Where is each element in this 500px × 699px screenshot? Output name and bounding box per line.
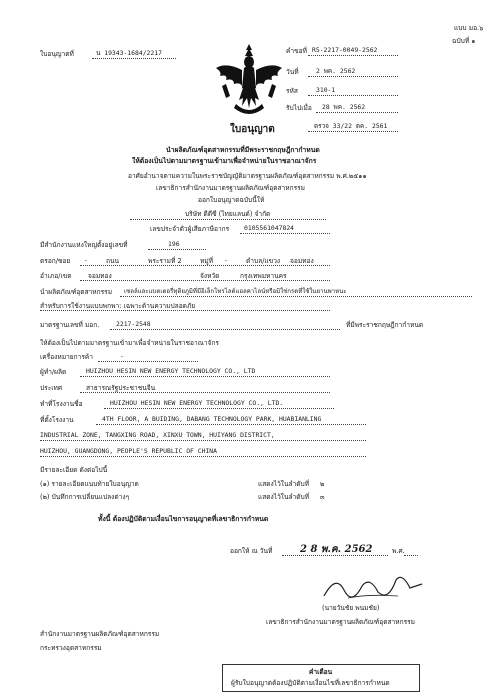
product-line-2: สำหรับการใช้งานแบบพกพา: เฉพาะด้านความปลอดภัย <box>40 302 196 310</box>
manufacturer-label: ผู้ทำ/ผลิต <box>40 368 67 376</box>
country-dots <box>80 392 330 393</box>
must-conform-line: ให้ต้องเป็นไปตามมาตรฐานเข้ามาเพื่อจำหน่ายในราชอาณาจักร <box>40 339 219 347</box>
license-no-dots <box>92 58 176 59</box>
code-label: รหัส <box>286 87 298 95</box>
office-label: มีสำนักงานแห่งใหญ่ตั้งอยู่เลขที่ <box>40 241 128 249</box>
country-value: สาธารณรัฐประชาชนจีน <box>86 384 156 392</box>
agency-line-2: กระทรวงอุตสาหกรรม <box>40 644 102 652</box>
company-name: บริษัท ดีดีซี (ไทยแลนด์) จำกัด <box>185 210 271 218</box>
trademark-dots <box>98 361 198 362</box>
province-label: จังหวัด <box>200 272 220 280</box>
addr-row2-dots <box>80 280 330 281</box>
detail-2-ref: แสดงไว้ในลำดับที่ <box>258 493 310 501</box>
received-dots <box>316 112 398 113</box>
warning-text: ผู้รับใบอนุญาตต้องปฏิบัติตามเงื่อนไขที่เลขาธิการกำหนด <box>231 679 390 687</box>
soi-label: ตรอก/ซอย <box>40 257 71 265</box>
factory-address-dots-2 <box>40 440 366 441</box>
sheet-number: ฉบับที่ ๑ <box>452 37 476 45</box>
received-value: 28 พค. 2562 <box>322 103 366 111</box>
form-code: แบบ มอ.๖ <box>454 24 484 32</box>
issued-dots <box>282 555 388 556</box>
taxid-label: เลขประจำตัวผู้เสียภาษีอากร <box>150 225 230 233</box>
request-date-label: วันที่ <box>286 68 299 76</box>
document-title: ใบอนุญาต <box>230 124 275 135</box>
trademark-label: เครื่องหมายการค้า <box>40 353 93 361</box>
signature-icon <box>318 566 428 606</box>
moo-value: - <box>224 256 228 264</box>
standard-label: มาตรฐานเลขที่ มอก. <box>40 321 100 329</box>
garuda-emblem-icon <box>212 42 286 118</box>
issued-label: ออกให้ ณ วันที่ <box>230 547 273 555</box>
inspection-value: ตรวจ 33/22 ตค. 2561 <box>314 122 388 130</box>
detail-1-num: ๒ <box>320 480 325 488</box>
factory-name-label: ทำที่โรงงานชื่อ <box>40 400 83 408</box>
code-value: 310-1 <box>316 86 336 94</box>
license-no-label: ใบอนุญาตที่ <box>40 50 74 58</box>
intro-line-2: เลขาธิการสำนักงานมาตรฐานผลิตภัณฑ์อุตสาหกรรม <box>156 184 306 192</box>
detail-2-num: ๓ <box>320 493 325 501</box>
product-label: นำผลิตภัณฑ์อุตสาหกรรม <box>40 288 113 296</box>
details-label: มีรายละเอียด ดังต่อไปนี้ <box>40 466 108 474</box>
product-dots-2 <box>40 310 330 311</box>
company-dots <box>130 219 326 220</box>
factory-name-value: HUIZHOU HESIN NEW ENERGY TECHNOLOGY CO., LTD. <box>110 399 284 407</box>
issued-suffix-dots <box>404 555 418 556</box>
taxid-dots <box>240 233 330 234</box>
issued-date-stamp: 2 8 พ.ค. 2562 <box>300 544 373 555</box>
issued-suffix: พ.ศ. <box>392 547 405 555</box>
province-value: กรุงเทพมหานคร <box>240 272 287 280</box>
detail-2-text: (๒) บันทึกการเปลี่ยนแปลงต่างๆ <box>40 493 130 501</box>
request-date-dots <box>308 76 398 77</box>
request-no-label: คำขอที่ <box>286 47 307 55</box>
factory-name-dots <box>104 408 334 409</box>
agency-line-1: สำนักงานมาตรฐานผลิตภัณฑ์อุตสาหกรรม <box>40 630 160 638</box>
standard-value: 2217-2548 <box>116 320 151 328</box>
manufacturer-dots <box>80 376 330 377</box>
request-no-value: R5-2217-0049-2562 <box>312 46 378 54</box>
intro-line-1: อาศัยอำนาจตามความในพระราชบัญญัติมาตรฐานผลิตภัณฑ์อุตสาหกรรม พ.ศ.๒๕๑๑ <box>128 172 367 180</box>
office-no: 196 <box>168 240 180 248</box>
moo-label: หมู่ที่ <box>200 257 214 265</box>
signer-name: (นายวันชัย พนมชัย) <box>322 604 380 612</box>
factory-address-dots-3 <box>40 456 366 457</box>
heading-line-2: ให้ต้องเป็นไปตามมาตรฐานเข้ามาเพื่อจำหน่ายในราชอาณาจักร <box>132 157 317 165</box>
inspection-dots <box>308 131 398 132</box>
factory-address-dots-1 <box>96 424 366 425</box>
code-dots <box>308 95 398 96</box>
road-label: ถนน <box>106 257 120 265</box>
trademark-value: - <box>120 352 124 360</box>
factory-address-line-1: 4TH FLOOR, A BUIDING, DABANG TECHNOLOGY PARK, HUABIANLING <box>102 415 322 423</box>
product-dots-1 <box>120 296 472 297</box>
request-date-value: 2 พค. 2562 <box>316 67 356 75</box>
standard-suffix: ที่มีพระราชกฤษฎีกากำหนด <box>346 321 424 329</box>
license-no-value: น 19343-1684/2217 <box>96 49 162 57</box>
taxid-value: 0105561047824 <box>244 224 295 232</box>
factory-address-label: ที่ตั้งโรงงาน <box>40 416 74 424</box>
office-dots <box>148 249 206 250</box>
request-no-dots <box>308 55 398 56</box>
district-label: อำเภอ/เขต <box>40 272 72 280</box>
standard-dots <box>110 329 340 330</box>
comply-line: ทั้งนี้ ต้องปฏิบัติตามเงื่อนไขการอนุญาตที่เลขาธิการกำหนด <box>98 515 269 523</box>
subdistrict-label: ตำบล/แขวง <box>246 257 281 265</box>
factory-address-line-2: INDUSTRIAL ZONE, TANGXING ROAD, XINXU TOWN, HUIYANG DISTRICT, <box>40 431 275 439</box>
subdistrict-value: จอมทอง <box>290 257 314 265</box>
road-value: พระรามที่ 2 <box>148 257 182 265</box>
received-label: รับไปเมื่อ <box>286 104 312 112</box>
detail-1-ref: แสดงไว้ในลำดับที่ <box>258 480 310 488</box>
intro-line-3: ออกใบอนุญาตฉบับนี้ให้ <box>198 196 265 204</box>
factory-address-line-3: HUIZHOU, GUANGDONG, PEOPLE'S REPUBLIC OF CHINA <box>40 447 217 455</box>
addr-row1-dots <box>80 265 330 266</box>
product-line-1: เซลล์และแบตเตอรี่ทุติยภูมิที่มีอิเล็กโทรไลต์แอลคาไลน์หรือมิใช่กรดที่ใช้ในยานพาหนะ <box>124 288 347 295</box>
warning-box <box>222 664 420 692</box>
detail-1-text: (๑) รายละเอียดแนบท้ายใบอนุญาต <box>40 480 139 488</box>
warning-title: คำเตือน <box>309 668 333 676</box>
district-value: จอมทอง <box>88 272 112 280</box>
signer-title: เลขาธิการสำนักงานมาตรฐานผลิตภัณฑ์อุตสาหกรรม <box>266 618 416 626</box>
manufacturer-value: HUIZHOU HESIN NEW ENERGY TECHNOLOGY CO., LTD <box>86 367 256 375</box>
country-label: ประเทศ <box>40 384 63 392</box>
soi-value: - <box>84 256 88 264</box>
heading-line-1: นำผลิตภัณฑ์อุตสาหกรรมที่มีพระราชกฤษฎีกากำหนด <box>166 146 320 154</box>
